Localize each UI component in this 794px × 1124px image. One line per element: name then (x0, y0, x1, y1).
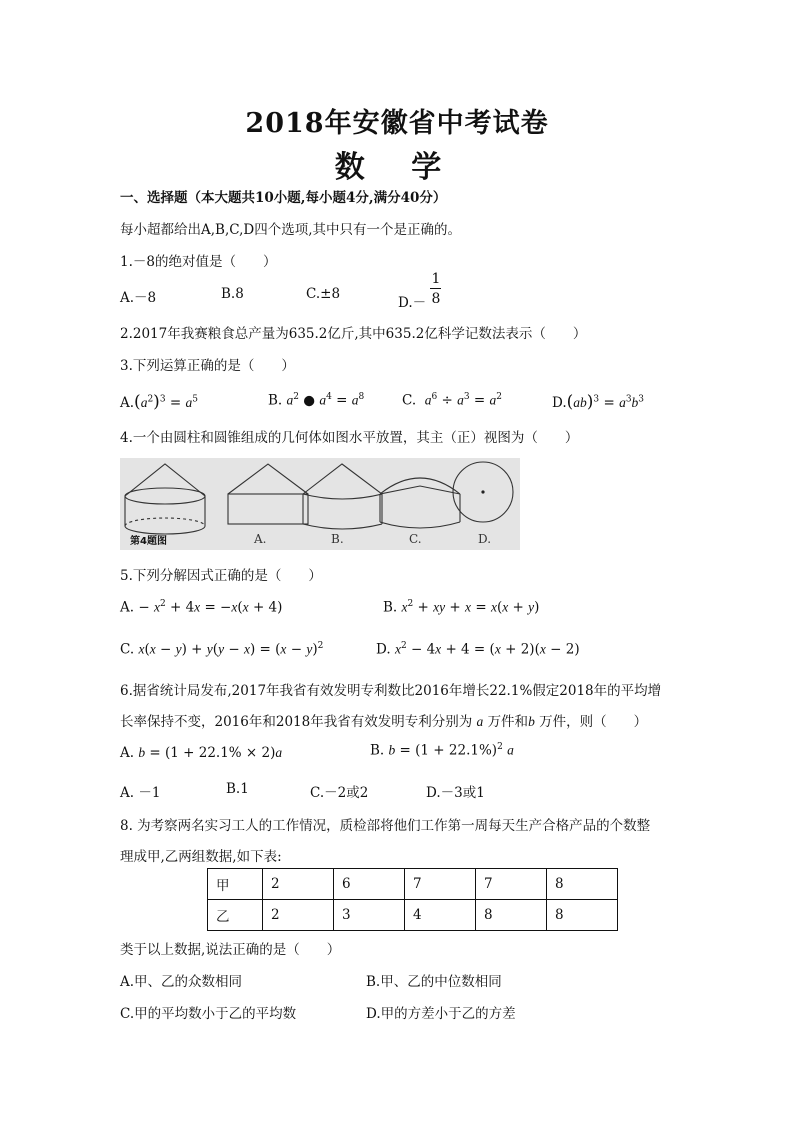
q8-option-b: B.甲、乙的中位数相同 (366, 974, 502, 990)
page-title: 2018年安徽省中考试卷 (245, 108, 549, 139)
figure-label-a: A. (254, 532, 267, 546)
q5-option-a: A. − $x^2 + 4x = -x(x + 4)$ (120, 599, 283, 616)
question-8-after: 类于以上数据,说法正确的是（ ） (120, 942, 341, 958)
q6-option-a: A. b = (1 + 22.1% × 2)a (120, 745, 283, 761)
figure-label-b: B. (331, 532, 344, 546)
q6-line2-part-c: 万件，则（ ） (539, 714, 648, 730)
figure-label-c: C. (409, 532, 422, 546)
q6-line2-part-a: 长率保持不变，2016年和2018年我省有效发明专利分别为 (120, 714, 473, 730)
q5-option-d: D. $x^2 - 4x + 4 = (x + 2)(x - 2)$ (376, 641, 580, 658)
section-heading: 一、选择题（本大题共10小题,每小题4分,满分40分） (120, 190, 447, 206)
q1-option-c: C.±8 (306, 286, 341, 302)
question-3: 3.下列运算正确的是（ ） (120, 358, 295, 374)
question-6-line-2: 长率保持不变，2016年和2018年我省有效发明专利分别为 a 万件和b 万件，则（ ） (120, 714, 648, 730)
table-cell: 6 (334, 869, 405, 900)
table-cell: 8 (476, 900, 547, 931)
figure-caption: 第4题图 (130, 536, 167, 547)
question-5: 5.下列分解因式正确的是（ ） (120, 568, 322, 584)
q3-option-d: $D.(ab)^3 = a^3b^3$ (552, 392, 645, 412)
table-cell: 3 (334, 900, 405, 931)
q8-option-a: A.甲、乙的众数相同 (120, 974, 243, 990)
q8-option-c: C.甲的平均数小于乙的平均数 (120, 1006, 297, 1022)
question-6-line-1: 6.据省统计局发布,2017年我省有效发明专利数比2016年增长22.1%假定2018年的平均增 (120, 683, 662, 699)
fraction (430, 272, 441, 306)
question-1: 1.－8的绝对值是（ ） (120, 254, 277, 270)
q5-option-b: B. $x^2$ + xy + x = x(x + y) (383, 599, 540, 616)
fraction-denominator: 8 (431, 291, 441, 307)
q1-option-d-prefix: D.－ (398, 294, 427, 311)
data-table (207, 868, 618, 931)
q1-option-b: B.8 (221, 286, 244, 302)
table-cell: 4 (405, 900, 476, 931)
table-cell: 7 (405, 869, 476, 900)
subject-title: 数 学 (334, 150, 460, 185)
table-cell: 2 (263, 900, 334, 931)
table-cell: 甲 (208, 869, 263, 900)
question-8-line-1: 8. 为考察两名实习工人的工作情况，质检部将他们工作第一周每天生产合格产品的个数整 (120, 818, 651, 834)
table-cell: 乙 (208, 900, 263, 931)
q3-option-b: B. $a^2$ ● $a^4 = a^8$ (268, 392, 365, 409)
q6-option-b: B. $b = (1 + 22.1\%)^2$ a (370, 742, 514, 759)
q8-option-d: D.甲的方差小于乙的方差 (366, 1006, 516, 1022)
q7-option-b: B.1 (226, 781, 249, 797)
q7-option-d: D.－3或1 (426, 785, 485, 801)
table-row (208, 900, 618, 931)
table-cell: 8 (547, 900, 618, 931)
geometry-figure-svg (120, 458, 520, 550)
question-2: 2.2017年我赛粮食总产量为635.2亿斤,其中635.2亿科学记数法表示（ ） (120, 326, 587, 342)
figure-label-d: D. (478, 532, 492, 546)
q6-line2-part-b: 万件和 (487, 714, 529, 730)
q5-option-c: C. $x(x - y) + y(y - x) = (x - y)^2$ (120, 641, 324, 658)
table-row (208, 869, 618, 900)
table-cell: 8 (547, 869, 618, 900)
table-cell: 7 (476, 869, 547, 900)
table-cell: 2 (263, 869, 334, 900)
q3-option-a: $A.(a^2)^3 = a^5$ (120, 392, 198, 412)
question-4-figure (120, 458, 520, 550)
q1-option-d (398, 271, 441, 311)
q1-option-a: A.－8 (120, 290, 157, 306)
section-intro: 每小超都给出A,B,C,D四个选项,其中只有一个是正确的。 (120, 222, 462, 238)
q7-option-c: C.－2或2 (310, 785, 369, 801)
question-4: 4.一个由圆柱和圆锥组成的几何体如图水平放置，其主（正）视图为（ ） (120, 430, 579, 446)
q7-option-a: A. －1 (120, 785, 161, 801)
fraction-numerator: 1 (431, 271, 441, 287)
q3-option-c: C. $a^6 \div a^3 = a^2$ (402, 392, 502, 409)
circle-center-dot (481, 490, 484, 493)
question-8-line-2: 理成甲,乙两组数据,如下表: (120, 849, 282, 865)
